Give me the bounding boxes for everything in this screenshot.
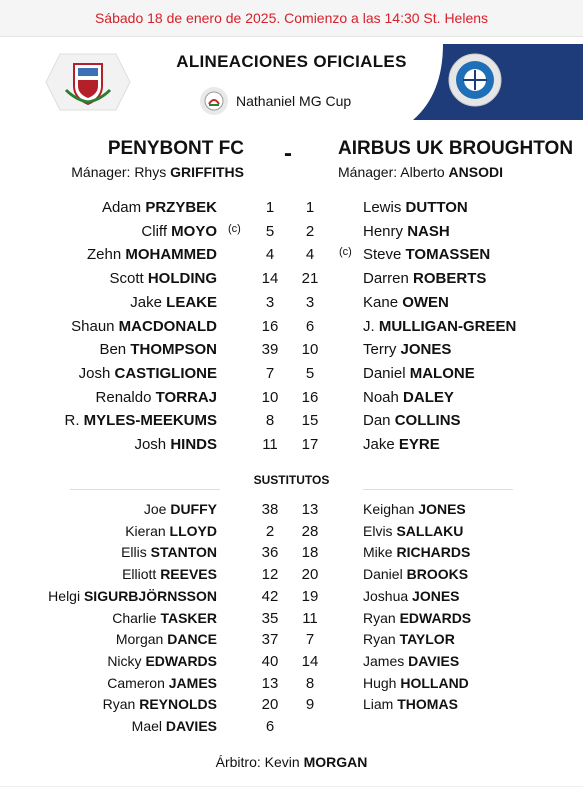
away-shirt-number: 5 xyxy=(305,364,315,382)
away-shirt-number: 18 xyxy=(301,544,319,562)
player-last-name: THOMPSON xyxy=(130,341,217,359)
player-last-name: MALONE xyxy=(409,364,475,382)
away-shirt-number: 17 xyxy=(301,436,319,453)
away-shirt-number: 4 xyxy=(305,246,315,264)
away-shirt-number: 16 xyxy=(301,388,319,406)
home-player-name xyxy=(141,223,217,240)
player-last-name: DUFFY xyxy=(170,501,217,517)
home-player-name xyxy=(116,631,217,647)
player-first-name: Kane xyxy=(363,293,399,311)
home-player-name xyxy=(102,199,217,216)
home-shirt-number: 14 xyxy=(261,270,279,288)
home-player-name xyxy=(96,389,217,406)
substitutes-label: SUSTITUTOS xyxy=(253,473,330,487)
lineup-header xyxy=(0,44,583,120)
away-player-name xyxy=(363,436,440,453)
home-player-name xyxy=(125,523,217,539)
player-first-name: Kieran xyxy=(125,522,166,539)
player-last-name: HINDS xyxy=(170,436,217,453)
competition xyxy=(200,86,351,116)
player-first-name: Ben xyxy=(99,341,127,359)
date-banner: Sábado 18 de enero de 2025. Comienzo a las 14:30 St. Helens xyxy=(0,0,583,37)
player-last-name: MOYO xyxy=(171,222,217,240)
player-last-name: THOMAS xyxy=(397,696,458,713)
player-first-name: Mike xyxy=(363,544,393,561)
away-player-name xyxy=(363,588,460,604)
player-first-name: Helgi xyxy=(48,587,81,604)
home-shirt-number: 38 xyxy=(261,501,279,518)
player-last-name: DANCE xyxy=(167,631,217,648)
player-first-name: Henry xyxy=(363,222,404,240)
home-shirt-number: 37 xyxy=(261,631,279,649)
player-first-name: Hugh xyxy=(363,674,397,691)
player-first-name: Mael xyxy=(131,718,163,734)
home-shirt-number: 6 xyxy=(265,718,275,735)
player-last-name: STANTON xyxy=(150,544,217,561)
player-last-name: JONES xyxy=(400,341,452,359)
home-player-name xyxy=(132,718,217,734)
vs-separator: - xyxy=(284,140,292,167)
home-shirt-number: 1 xyxy=(265,199,275,216)
player-first-name: Renaldo xyxy=(95,388,152,406)
player-first-name: Keighan xyxy=(363,501,415,517)
divider xyxy=(363,489,513,490)
player-first-name: Nicky xyxy=(107,652,142,669)
away-player-name xyxy=(363,412,461,429)
away-player-name xyxy=(363,389,454,406)
home-player-name xyxy=(48,588,217,604)
competition-name: Nathaniel MG Cup xyxy=(236,93,352,109)
player-first-name: Noah xyxy=(363,388,399,406)
home-shirt-number: 39 xyxy=(261,341,279,359)
away-shirt-number: 19 xyxy=(301,587,319,605)
player-last-name: JAMES xyxy=(168,674,217,691)
away-player-name xyxy=(363,270,486,287)
home-player-name xyxy=(107,653,217,669)
player-last-name: HOLDING xyxy=(147,270,217,288)
home-player-name xyxy=(107,675,217,691)
away-shirt-number: 3 xyxy=(305,293,315,311)
home-player-name xyxy=(99,341,217,358)
away-team-name: AIRBUS UK BROUGHTON xyxy=(338,138,574,159)
away-player-name xyxy=(363,610,471,626)
home-shirt-number: 20 xyxy=(261,696,279,714)
player-last-name: DAVIES xyxy=(408,652,460,669)
away-player-name xyxy=(363,318,516,335)
away-player-name xyxy=(363,696,458,712)
player-last-name: EDWARDS xyxy=(399,609,472,626)
home-shirt-number: 42 xyxy=(261,587,279,605)
home-shirt-number: 13 xyxy=(261,674,279,692)
player-last-name: ROBERTS xyxy=(413,270,487,288)
away-shirt-number: 11 xyxy=(302,609,318,627)
away-player-name xyxy=(363,223,450,240)
away-shirt-number: 10 xyxy=(301,341,319,359)
player-first-name: Liam xyxy=(363,696,394,713)
divider xyxy=(70,489,220,490)
home-shirt-number: 35 xyxy=(261,609,279,627)
player-first-name: Jake xyxy=(130,293,162,311)
player-first-name: Terry xyxy=(363,341,397,359)
home-player-name xyxy=(112,610,217,626)
player-last-name: PRZYBEK xyxy=(145,199,217,216)
player-first-name: Charlie xyxy=(112,609,157,626)
player-last-name: DAVIES xyxy=(165,718,217,734)
player-last-name: DUTTON xyxy=(405,199,468,216)
player-last-name: MYLES-MEEKUMS xyxy=(83,412,217,430)
home-player-name xyxy=(64,412,217,429)
player-last-name: REYNOLDS xyxy=(139,696,217,713)
home-player-name xyxy=(134,436,217,453)
away-player-name xyxy=(363,566,468,582)
home-player-name xyxy=(122,566,217,582)
player-first-name: Cliff xyxy=(141,222,167,240)
player-last-name: BROOKS xyxy=(406,566,469,583)
home-player-name xyxy=(87,246,217,263)
player-last-name: JONES xyxy=(418,501,466,517)
player-first-name: Cameron xyxy=(107,674,165,691)
home-shirt-number: 36 xyxy=(261,544,279,562)
player-first-name: Scott xyxy=(109,270,144,288)
away-shirt-number: 8 xyxy=(305,674,315,692)
home-player-name xyxy=(103,696,217,712)
home-player-name xyxy=(79,365,217,382)
player-first-name: James xyxy=(363,652,405,669)
home-shirt-number: 3 xyxy=(265,293,275,311)
away-manager: Mánager: Alberto ANSODI xyxy=(338,164,503,180)
captain-badge: (c) xyxy=(228,222,241,235)
player-first-name: Joshua xyxy=(363,587,409,604)
home-player-name xyxy=(71,318,217,335)
away-player-name xyxy=(363,341,451,358)
home-shirt-number: 5 xyxy=(265,222,275,240)
player-last-name: NASH xyxy=(407,222,450,240)
player-first-name: J. xyxy=(363,317,375,335)
player-last-name: TAYLOR xyxy=(399,631,455,648)
player-first-name: Darren xyxy=(363,270,409,288)
away-shirt-number: 13 xyxy=(301,501,319,518)
home-player-name xyxy=(130,294,217,311)
player-first-name: Steve xyxy=(363,246,402,264)
home-shirt-number: 2 xyxy=(265,522,275,540)
cup-logo-icon xyxy=(200,87,228,115)
away-shirt-number: 2 xyxy=(305,222,315,240)
player-last-name: LEAKE xyxy=(166,293,217,311)
home-shirt-number: 10 xyxy=(261,388,279,406)
player-first-name: Josh xyxy=(134,436,167,453)
player-first-name: Josh xyxy=(78,364,111,382)
player-first-name: Ryan xyxy=(102,696,136,713)
away-shirt-number: 20 xyxy=(301,566,319,584)
player-first-name: Shaun xyxy=(71,317,115,335)
player-first-name: Jake xyxy=(363,436,395,453)
player-last-name: COLLINS xyxy=(394,412,461,430)
away-player-name xyxy=(363,675,469,691)
player-last-name: LLOYD xyxy=(169,522,217,539)
home-shirt-number: 7 xyxy=(265,364,275,382)
player-last-name: DALEY xyxy=(403,388,454,406)
away-player-name xyxy=(363,523,463,539)
home-player-name xyxy=(121,544,217,560)
player-last-name: MULLIGAN-GREEN xyxy=(378,317,517,335)
away-shirt-number: 6 xyxy=(305,317,315,335)
player-first-name: Elvis xyxy=(363,522,393,539)
player-last-name: EYRE xyxy=(398,436,440,453)
away-shirt-number: 1 xyxy=(305,199,315,216)
player-last-name: EDWARDS xyxy=(145,652,217,669)
player-last-name: HOLLAND xyxy=(400,674,469,691)
away-player-name xyxy=(363,365,475,382)
player-last-name: MOHAMMED xyxy=(125,246,217,264)
player-first-name: Joe xyxy=(143,501,167,517)
player-last-name: OWEN xyxy=(402,293,449,311)
away-player-name xyxy=(363,246,490,263)
away-shirt-number: 21 xyxy=(301,270,319,288)
player-last-name: SIGURBJÖRNSSON xyxy=(83,587,217,604)
player-first-name: Daniel xyxy=(363,364,406,382)
away-shirt-number: 7 xyxy=(305,631,315,649)
away-shirt-number: 28 xyxy=(301,522,319,540)
player-last-name: TASKER xyxy=(160,609,217,626)
player-first-name: R. xyxy=(64,412,80,430)
captain-badge: (c) xyxy=(339,246,352,259)
player-first-name: Lewis xyxy=(363,199,402,216)
player-first-name: Ryan xyxy=(363,609,396,626)
home-shirt-number: 12 xyxy=(261,566,279,584)
away-player-name xyxy=(363,653,459,669)
away-shirt-number: 14 xyxy=(301,652,319,670)
away-player-name xyxy=(363,501,466,517)
home-player-name xyxy=(144,501,217,517)
player-first-name: Elliott xyxy=(122,566,157,583)
player-first-name: Daniel xyxy=(363,566,403,583)
page-title: ALINEACIONES OFICIALES xyxy=(176,52,407,71)
player-first-name: Ellis xyxy=(121,544,147,561)
player-last-name: TOMASSEN xyxy=(405,246,491,264)
player-last-name: JONES xyxy=(412,587,460,604)
referee: Árbitro: Kevin MORGAN xyxy=(215,754,368,770)
away-player-name xyxy=(363,294,449,311)
away-player-name xyxy=(363,199,468,216)
player-last-name: RICHARDS xyxy=(396,544,471,561)
home-player-name xyxy=(109,270,217,287)
player-last-name: MACDONALD xyxy=(118,317,217,335)
player-first-name: Adam xyxy=(101,199,142,216)
player-first-name: Zehn xyxy=(86,246,122,264)
home-shirt-number: 4 xyxy=(265,246,275,264)
away-shirt-number: 9 xyxy=(305,696,315,714)
away-player-name xyxy=(363,544,470,560)
player-last-name: SALLAKU xyxy=(396,522,464,539)
away-player-name xyxy=(363,631,455,647)
player-last-name: CASTIGLIONE xyxy=(114,364,217,382)
away-shirt-number: 15 xyxy=(301,412,319,430)
home-shirt-number: 40 xyxy=(261,652,279,670)
player-last-name: TORRAJ xyxy=(155,388,217,406)
player-first-name: Morgan xyxy=(115,631,164,648)
divider xyxy=(0,786,583,801)
home-team-name: PENYBONT FC xyxy=(107,138,244,159)
home-shirt-number: 8 xyxy=(265,412,275,430)
home-shirt-number: 16 xyxy=(261,317,279,335)
home-shirt-number: 11 xyxy=(262,436,278,453)
home-manager: Mánager: Rhys GRIFFITHS xyxy=(71,164,244,180)
player-first-name: Dan xyxy=(363,412,391,430)
player-first-name: Ryan xyxy=(363,631,396,648)
player-last-name: REEVES xyxy=(160,566,217,583)
